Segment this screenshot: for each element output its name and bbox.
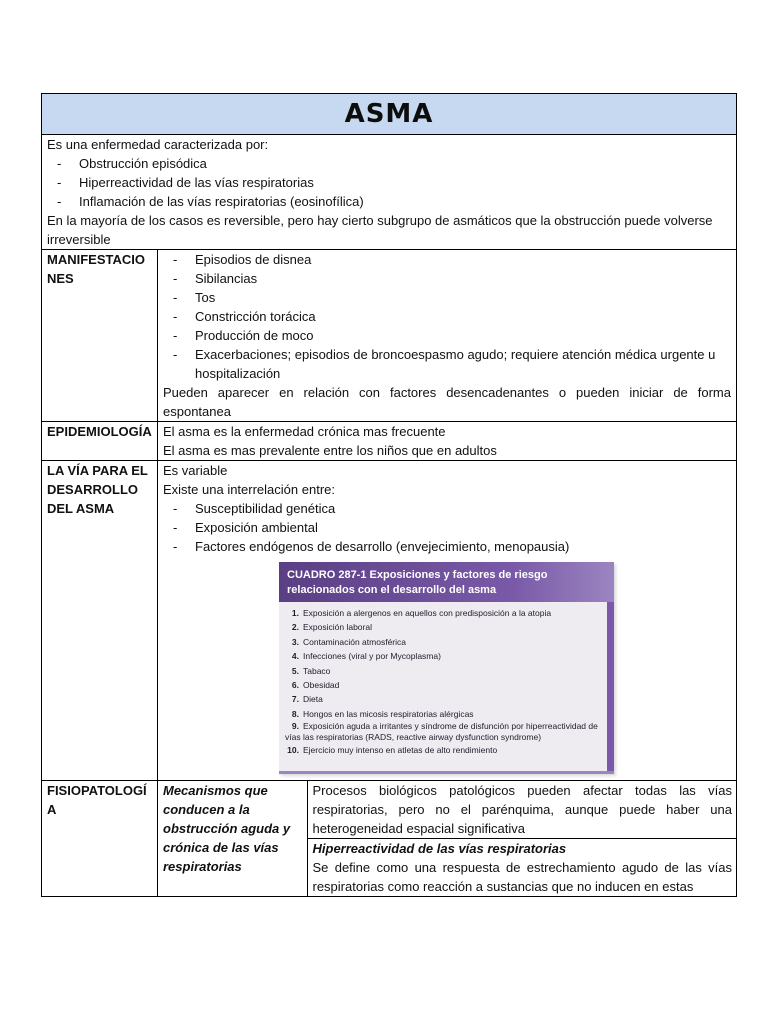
item-number: 4. [291, 651, 299, 662]
figure-item [285, 620, 614, 634]
item-number: 9. [291, 721, 299, 732]
item-number: 5. [291, 665, 299, 676]
list-item: - Obstrucción episódica [47, 154, 731, 173]
mechanism-cell [158, 781, 307, 896]
epidemiologia-content [158, 422, 737, 461]
item-text: Hongos en las micosis respiratorias alérgicas [303, 708, 474, 719]
manifestaciones-list [163, 250, 731, 383]
item-text: Contaminación atmosférica [303, 636, 406, 647]
item-number: 2. [291, 622, 299, 633]
fisiopatologia-label [42, 781, 158, 897]
via-row [42, 461, 737, 781]
figure-item [285, 678, 614, 692]
item-text: Tabaco [303, 665, 331, 676]
intro-lead: Es una enfermedad caracterizada por: [47, 137, 269, 152]
figure-list [279, 602, 614, 758]
manifestaciones-note: Pueden aparecer en relación con factores desencadenantes o pueden iniciar de forma espontanea [163, 385, 731, 419]
epidemiologia-row [42, 422, 737, 461]
item-text: Infecciones (viral y por Mycoplasma) [303, 651, 441, 662]
item-number: 3. [291, 636, 299, 647]
list-item: - Inflamación de las vías respiratorias (eosinofílica) [47, 192, 731, 211]
intro-row [42, 135, 737, 250]
item-text: Exposición a alergenos en aquellos con predisposición a la atopia [303, 608, 552, 618]
list-item: - Tos [163, 288, 731, 307]
list-item: - Susceptibilidad genética [163, 499, 731, 518]
manifestaciones-content [158, 250, 737, 422]
figure-item [285, 707, 614, 721]
list-item: - Sibilancias [163, 269, 731, 288]
row-label: LA VÍA PARA EL DESARROLLO DEL ASMA [47, 463, 148, 516]
via-list [163, 499, 731, 556]
via-content [158, 461, 737, 781]
epidemiologia-label [42, 422, 158, 461]
via-line: Es variable [163, 463, 228, 478]
fisiopatologia-content [158, 781, 737, 897]
via-line: Existe una interrelación entre: [163, 482, 335, 497]
fisiopatologia-row [42, 781, 737, 897]
list-item: - Producción de moco [163, 326, 731, 345]
item-text: Obesidad [303, 680, 340, 691]
item-number: 6. [291, 680, 299, 691]
row-label: FISIOPATOLOGÍA [47, 783, 147, 817]
manifestaciones-label [42, 250, 158, 422]
fisiopatologia-text1: Procesos biológicos patológicos pueden afectar todas las vías respiratorias, pero no el parénquima, aunque puede haber una heterogeneidad espacial significativa [312, 783, 732, 836]
asthma-summary-table [41, 93, 737, 897]
item-number: 10. [287, 745, 299, 756]
item-text: Ejercicio muy intenso en atletas de alto rendimiento [303, 745, 498, 756]
title-row [42, 94, 737, 135]
intro-cell [42, 135, 737, 250]
hyperreactivity-text: Se define como una respuesta de estrechamiento agudo de las vías respiratorias como reacción a sustancias que no inducen en estas [312, 860, 732, 894]
fisiopatologia-inner-table [158, 781, 737, 896]
row-label: EPIDEMIOLOGÍA [47, 424, 152, 439]
via-label [42, 461, 158, 781]
list-item: - Hiperreactividad de las vías respiratorias [47, 173, 731, 192]
hyperreactivity-cell [307, 839, 737, 897]
list-item: - Exacerbaciones; episodios de broncoespasmo agudo; requiere atención médica urgente u hospitalización [163, 345, 731, 383]
figure-item [285, 721, 614, 743]
figure-item [285, 635, 614, 649]
figure-item [285, 664, 614, 678]
list-item: - Exposición ambiental [163, 518, 731, 537]
item-number: 1. [291, 608, 299, 618]
epidemiologia-line: El asma es mas prevalente entre los niños que en adultos [163, 443, 497, 458]
list-item: - Factores endógenos de desarrollo (envejecimiento, menopausia) [163, 537, 731, 556]
intro-list [47, 154, 731, 211]
manifestaciones-row [42, 250, 737, 422]
intro-closing: En la mayoría de los casos es reversible, pero hay cierto subgrupo de asmáticos que la obstrucción puede volverse irreversible [47, 213, 713, 247]
hyperreactivity-subtitle: Hiperreactividad de las vías respiratorias [312, 841, 567, 856]
epidemiologia-line: El asma es la enfermedad crónica mas frecuente [163, 424, 446, 439]
item-number: 7. [291, 694, 299, 705]
figure-bottom-bar [279, 771, 614, 774]
figure-item [285, 692, 614, 706]
page-title: ASMA [344, 99, 434, 129]
item-text: Exposición aguda a irritantes y síndrome de disfunción por hiperreactividad de vías las respiratorias (RADS, reactive airway dysfunction syndrome) [285, 721, 598, 743]
item-text: Dieta [303, 694, 323, 705]
title-cell [42, 94, 737, 135]
figure-item [285, 649, 614, 663]
list-item: - Constricción torácica [163, 307, 731, 326]
item-number: 8. [291, 708, 299, 719]
figure-item [285, 743, 614, 757]
row-label: MANIFESTACIONES [47, 252, 145, 286]
mechanism-text: Mecanismos que conducen a la obstrucción aguda y crónica de las vías respiratorias [163, 783, 291, 874]
figure-title: CUADRO 287-1 Exposiciones y factores de riesgo relacionados con el desarrollo del asma [279, 562, 614, 602]
item-text: Exposición laboral [303, 622, 372, 633]
risk-factors-figure [279, 562, 614, 774]
list-item: - Episodios de disnea [163, 250, 731, 269]
figure-side-bar [607, 602, 614, 774]
figure-item [285, 606, 614, 620]
